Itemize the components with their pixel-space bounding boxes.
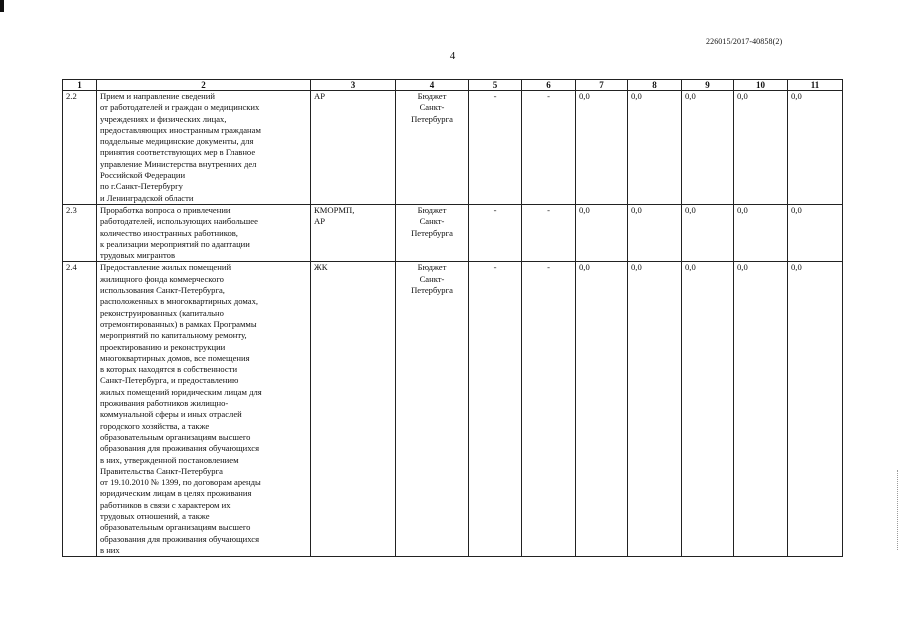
value-cell-10: 0,0 [734, 91, 788, 205]
description-line: жилых помещений юридическим лицам для [100, 386, 262, 397]
description-line: коммунальной сферы и иных отраслей [100, 409, 242, 420]
header-cell: 8 [628, 80, 682, 91]
description-line: и Ленинградской области [100, 192, 194, 203]
value-cell-6: - [522, 262, 576, 557]
value-cell-11: 0,0 [788, 91, 843, 205]
document-id: 226015/2017-40858(2) [706, 37, 783, 46]
value-cell-8: 0,0 [628, 91, 682, 205]
description-line: Прием и направление сведений [100, 91, 215, 101]
description-line: жилищного фонда коммерческого [100, 273, 224, 284]
header-cell: 9 [682, 80, 734, 91]
description-line: поддельные медицинские документы, для [100, 136, 254, 147]
header-cell: 1 [63, 80, 97, 91]
description-line: учреждениях и физических лицах, [100, 113, 227, 124]
value-cell-5: - [469, 91, 522, 205]
description-line: по г.Санкт-Петербургу [100, 181, 183, 192]
value-cell-6: - [522, 91, 576, 205]
description-line: трудовых отношений, а также [100, 510, 210, 521]
description-line: городского хозяйства, а также [100, 420, 210, 431]
description-line: работников в связи с характером их [100, 499, 231, 510]
funding-source-cell [396, 262, 469, 557]
header-cell: 6 [522, 80, 576, 91]
header-cell: 7 [576, 80, 628, 91]
funding-source-line: Бюджет [417, 262, 447, 273]
value-cell-9: 0,0 [682, 91, 734, 205]
description-line: использования Санкт-Петербурга, [100, 285, 225, 296]
corner-scan-mark [0, 0, 4, 12]
value-cell-7: 0,0 [576, 262, 628, 557]
table-row [63, 204, 843, 261]
value-cell-10: 0,0 [734, 204, 788, 261]
description-line: работодателей, использующих наибольшее [100, 216, 258, 227]
header-cell: 4 [396, 80, 469, 91]
description-line: управление Министерства внутренних дел [100, 158, 257, 169]
value-cell-8: 0,0 [628, 262, 682, 557]
executor-line: АР [314, 216, 325, 227]
value-cell-10: 0,0 [734, 262, 788, 557]
value-cell-9: 0,0 [682, 204, 734, 261]
executor-cell [311, 91, 396, 205]
description-line: мероприятий по капитальному ремонту, [100, 330, 247, 341]
description-line: юридическим лицам в целях проживания [100, 488, 252, 499]
funding-source-line: Санкт- [419, 273, 445, 284]
executor-cell [311, 204, 396, 261]
header-cell: 10 [734, 80, 788, 91]
row-number-cell: 2.4 [63, 262, 97, 557]
description-line: проживания работников жилищно- [100, 398, 229, 409]
funding-source-line: Петербурга [411, 227, 453, 238]
description-line: Санкт-Петербурга, и предоставлению [100, 375, 239, 386]
measure-description-cell [97, 204, 311, 261]
description-line: к реализации мероприятий по адаптации [100, 238, 250, 249]
value-cell-5: - [469, 204, 522, 261]
executor-line: ЖК [314, 262, 328, 273]
description-line: образования для проживания обучающихся [100, 533, 260, 544]
table-row [63, 91, 843, 205]
funding-source-line: Петербурга [411, 285, 453, 296]
value-cell-11: 0,0 [788, 262, 843, 557]
description-line: образования для проживания обучающихся [100, 443, 260, 454]
executor-line: АР [314, 91, 325, 101]
description-line: от работодателей и граждан о медицинских [100, 102, 260, 113]
description-line: расположенных в многоквартирных домах, [100, 296, 259, 307]
description-line: проектированию и реконструкции [100, 341, 226, 352]
description-line: в них [100, 544, 120, 555]
description-line: образовательным организациям высшего [100, 522, 251, 533]
description-line: отремонтированных) в рамках Программы [100, 318, 257, 329]
header-cell: 3 [311, 80, 396, 91]
funding-source-line: Санкт- [419, 102, 445, 113]
page-number: 4 [449, 50, 456, 62]
funding-source-line: Бюджет [417, 204, 447, 215]
value-cell-7: 0,0 [576, 204, 628, 261]
value-cell-11: 0,0 [788, 204, 843, 261]
value-cell-9: 0,0 [682, 262, 734, 557]
margin-scan-marks [897, 470, 904, 550]
table-header-row [63, 80, 843, 91]
description-line: количество иностранных работников, [100, 227, 238, 238]
funding-source-line: Бюджет [417, 91, 447, 101]
description-line: от 19.10.2010 № 1399, по договорам аренды [100, 477, 261, 488]
funding-source-line: Санкт- [419, 216, 445, 227]
description-line: в них, утвержденной постановлением [100, 454, 239, 465]
executor-line: КМОРМП, [314, 204, 355, 215]
funding-source-cell [396, 204, 469, 261]
value-cell-8: 0,0 [628, 204, 682, 261]
description-line: предоставляющих иностранным гражданам [100, 124, 261, 135]
description-line: трудовых мигрантов [100, 250, 176, 261]
description-line: Предоставление жилых помещений [100, 262, 232, 273]
description-line: реконструированных (капитально [100, 307, 224, 318]
funding-source-cell [396, 91, 469, 205]
description-line: многоквартирных домов, все помещения [100, 352, 250, 363]
budget-table [62, 79, 843, 557]
table-row [63, 262, 843, 557]
description-line: Российской Федерации [100, 170, 186, 181]
measure-description-cell [97, 262, 311, 557]
description-line: в которых находятся в собственности [100, 364, 238, 375]
executor-cell [311, 262, 396, 557]
value-cell-7: 0,0 [576, 91, 628, 205]
value-cell-5: - [469, 262, 522, 557]
funding-source-line: Петербурга [411, 113, 453, 124]
row-number-cell: 2.2 [63, 91, 97, 205]
description-line: принятия соответствующих мер в Главное [100, 147, 256, 158]
header-cell: 11 [788, 80, 843, 91]
measure-description-cell [97, 91, 311, 205]
row-number-cell: 2.3 [63, 204, 97, 261]
value-cell-6: - [522, 204, 576, 261]
header-cell: 5 [469, 80, 522, 91]
header-cell: 2 [97, 80, 311, 91]
description-line: Правительства Санкт-Петербурга [100, 465, 223, 476]
description-line: Проработка вопроса о привлечении [100, 204, 231, 215]
description-line: образовательным организациям высшего [100, 431, 251, 442]
